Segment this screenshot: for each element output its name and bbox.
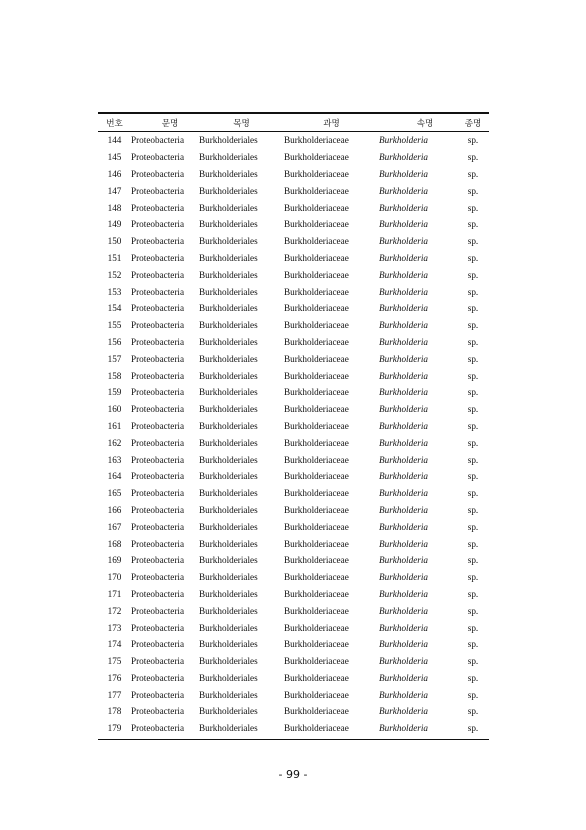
table-header-row xyxy=(98,114,489,131)
cell-phylum: Proteobacteria xyxy=(131,152,185,163)
cell-phylum: Proteobacteria xyxy=(131,219,185,230)
cell-order: Burkholderiales xyxy=(199,202,258,213)
cell-family: Burkholderiaceae xyxy=(284,504,349,515)
cell-order: Burkholderiales xyxy=(199,370,258,381)
cell-number: 169 xyxy=(107,555,122,566)
cell-family: Burkholderiaceae xyxy=(284,202,349,213)
table-row xyxy=(98,451,489,468)
cell-genus: Burkholderia xyxy=(379,269,428,280)
table-row xyxy=(98,384,489,401)
cell-order: Burkholderiales xyxy=(199,353,258,364)
table-row xyxy=(98,300,489,317)
cell-genus: Burkholderia xyxy=(379,656,428,667)
cell-family: Burkholderiaceae xyxy=(284,689,349,700)
cell-order: Burkholderiales xyxy=(199,588,258,599)
cell-family: Burkholderiaceae xyxy=(284,336,349,347)
table-row xyxy=(98,334,489,351)
cell-genus: Burkholderia xyxy=(379,723,428,734)
cell-genus: Burkholderia xyxy=(379,286,428,297)
cell-genus: Burkholderia xyxy=(379,672,428,683)
cell-number: 177 xyxy=(107,689,122,700)
cell-number: 163 xyxy=(107,454,122,465)
cell-order: Burkholderiales xyxy=(199,454,258,465)
cell-genus: Burkholderia xyxy=(379,404,428,415)
header-number: 번호 xyxy=(106,118,123,129)
cell-number: 152 xyxy=(107,269,122,280)
cell-number: 153 xyxy=(107,286,122,297)
cell-genus: Burkholderia xyxy=(379,437,428,448)
cell-number: 154 xyxy=(107,303,122,314)
cell-genus: Burkholderia xyxy=(379,252,428,263)
cell-order: Burkholderiales xyxy=(199,185,258,196)
cell-species: sp. xyxy=(467,404,479,415)
cell-genus: Burkholderia xyxy=(379,555,428,566)
table-row xyxy=(98,586,489,603)
cell-order: Burkholderiales xyxy=(199,303,258,314)
table-bottom-rule xyxy=(98,739,489,740)
cell-phylum: Proteobacteria xyxy=(131,672,185,683)
cell-order: Burkholderiales xyxy=(199,236,258,247)
cell-order: Burkholderiales xyxy=(199,504,258,515)
cell-family: Burkholderiaceae xyxy=(284,286,349,297)
cell-number: 151 xyxy=(107,252,122,263)
cell-order: Burkholderiales xyxy=(199,168,258,179)
cell-family: Burkholderiaceae xyxy=(284,723,349,734)
cell-species: sp. xyxy=(467,672,479,683)
cell-phylum: Proteobacteria xyxy=(131,572,185,583)
cell-genus: Burkholderia xyxy=(379,387,428,398)
cell-genus: Burkholderia xyxy=(379,219,428,230)
table-row xyxy=(98,401,489,418)
cell-order: Burkholderiales xyxy=(199,420,258,431)
cell-family: Burkholderiaceae xyxy=(284,168,349,179)
cell-phylum: Proteobacteria xyxy=(131,303,185,314)
table-row xyxy=(98,266,489,283)
cell-order: Burkholderiales xyxy=(199,269,258,280)
cell-family: Burkholderiaceae xyxy=(284,605,349,616)
cell-number: 167 xyxy=(107,521,122,532)
table-row xyxy=(98,653,489,670)
cell-species: sp. xyxy=(467,269,479,280)
cell-genus: Burkholderia xyxy=(379,706,428,717)
cell-species: sp. xyxy=(467,152,479,163)
cell-order: Burkholderiales xyxy=(199,538,258,549)
cell-phylum: Proteobacteria xyxy=(131,168,185,179)
cell-order: Burkholderiales xyxy=(199,605,258,616)
cell-species: sp. xyxy=(467,336,479,347)
table-row xyxy=(98,468,489,485)
cell-genus: Burkholderia xyxy=(379,454,428,465)
cell-genus: Burkholderia xyxy=(379,202,428,213)
table-row xyxy=(98,670,489,687)
table-row xyxy=(98,720,489,737)
cell-species: sp. xyxy=(467,387,479,398)
cell-order: Burkholderiales xyxy=(199,404,258,415)
header-order: 목명 xyxy=(233,118,250,129)
cell-family: Burkholderiaceae xyxy=(284,706,349,717)
cell-genus: Burkholderia xyxy=(379,236,428,247)
cell-number: 150 xyxy=(107,236,122,247)
table-row xyxy=(98,216,489,233)
table-row xyxy=(98,686,489,703)
cell-species: sp. xyxy=(467,555,479,566)
table-row xyxy=(98,518,489,535)
cell-family: Burkholderiaceae xyxy=(284,236,349,247)
cell-genus: Burkholderia xyxy=(379,168,428,179)
cell-species: sp. xyxy=(467,454,479,465)
cell-genus: Burkholderia xyxy=(379,639,428,650)
cell-order: Burkholderiales xyxy=(199,488,258,499)
table-row xyxy=(98,502,489,519)
cell-family: Burkholderiaceae xyxy=(284,454,349,465)
header-species: 종명 xyxy=(464,118,482,129)
cell-genus: Burkholderia xyxy=(379,605,428,616)
cell-species: sp. xyxy=(467,286,479,297)
cell-order: Burkholderiales xyxy=(199,286,258,297)
table-row xyxy=(98,485,489,502)
cell-number: 156 xyxy=(107,336,122,347)
cell-number: 165 xyxy=(107,488,122,499)
cell-phylum: Proteobacteria xyxy=(131,185,185,196)
cell-species: sp. xyxy=(467,370,479,381)
cell-number: 173 xyxy=(107,622,122,633)
cell-order: Burkholderiales xyxy=(199,689,258,700)
cell-number: 146 xyxy=(107,168,122,179)
cell-order: Burkholderiales xyxy=(199,572,258,583)
cell-species: sp. xyxy=(467,320,479,331)
cell-number: 160 xyxy=(107,404,122,415)
taxonomy-table xyxy=(98,112,489,740)
cell-phylum: Proteobacteria xyxy=(131,538,185,549)
cell-number: 175 xyxy=(107,656,122,667)
cell-genus: Burkholderia xyxy=(379,152,428,163)
cell-phylum: Proteobacteria xyxy=(131,387,185,398)
cell-species: sp. xyxy=(467,639,479,650)
cell-order: Burkholderiales xyxy=(199,437,258,448)
cell-phylum: Proteobacteria xyxy=(131,555,185,566)
cell-phylum: Proteobacteria xyxy=(131,723,185,734)
cell-genus: Burkholderia xyxy=(379,538,428,549)
table-row xyxy=(98,233,489,250)
cell-phylum: Proteobacteria xyxy=(131,286,185,297)
cell-phylum: Proteobacteria xyxy=(131,471,185,482)
cell-species: sp. xyxy=(467,588,479,599)
cell-order: Burkholderiales xyxy=(199,471,258,482)
cell-genus: Burkholderia xyxy=(379,471,428,482)
cell-species: sp. xyxy=(467,706,479,717)
cell-species: sp. xyxy=(467,202,479,213)
cell-number: 166 xyxy=(107,504,122,515)
cell-species: sp. xyxy=(467,521,479,532)
cell-family: Burkholderiaceae xyxy=(284,521,349,532)
cell-order: Burkholderiales xyxy=(199,639,258,650)
cell-phylum: Proteobacteria xyxy=(131,404,185,415)
cell-number: 144 xyxy=(107,135,122,146)
cell-phylum: Proteobacteria xyxy=(131,454,185,465)
cell-number: 145 xyxy=(107,152,122,163)
cell-phylum: Proteobacteria xyxy=(131,420,185,431)
cell-number: 148 xyxy=(107,202,122,213)
table-row xyxy=(98,199,489,216)
cell-genus: Burkholderia xyxy=(379,622,428,633)
cell-number: 149 xyxy=(107,219,122,230)
cell-phylum: Proteobacteria xyxy=(131,656,185,667)
cell-family: Burkholderiaceae xyxy=(284,622,349,633)
cell-phylum: Proteobacteria xyxy=(131,252,185,263)
cell-family: Burkholderiaceae xyxy=(284,404,349,415)
cell-species: sp. xyxy=(467,219,479,230)
table-row xyxy=(98,569,489,586)
cell-family: Burkholderiaceae xyxy=(284,387,349,398)
cell-genus: Burkholderia xyxy=(379,336,428,347)
cell-number: 174 xyxy=(107,639,122,650)
cell-species: sp. xyxy=(467,420,479,431)
cell-family: Burkholderiaceae xyxy=(284,588,349,599)
cell-order: Burkholderiales xyxy=(199,219,258,230)
table-row xyxy=(98,434,489,451)
cell-family: Burkholderiaceae xyxy=(284,353,349,364)
cell-phylum: Proteobacteria xyxy=(131,706,185,717)
cell-species: sp. xyxy=(467,656,479,667)
cell-phylum: Proteobacteria xyxy=(131,236,185,247)
cell-order: Burkholderiales xyxy=(199,320,258,331)
cell-genus: Burkholderia xyxy=(379,303,428,314)
cell-family: Burkholderiaceae xyxy=(284,672,349,683)
cell-species: sp. xyxy=(467,471,479,482)
table-body xyxy=(98,132,489,737)
cell-order: Burkholderiales xyxy=(199,336,258,347)
table-row xyxy=(98,317,489,334)
cell-phylum: Proteobacteria xyxy=(131,504,185,515)
cell-genus: Burkholderia xyxy=(379,572,428,583)
cell-family: Burkholderiaceae xyxy=(284,152,349,163)
cell-family: Burkholderiaceae xyxy=(284,656,349,667)
cell-family: Burkholderiaceae xyxy=(284,252,349,263)
cell-species: sp. xyxy=(467,538,479,549)
cell-family: Burkholderiaceae xyxy=(284,538,349,549)
cell-number: 158 xyxy=(107,370,122,381)
cell-phylum: Proteobacteria xyxy=(131,135,185,146)
cell-species: sp. xyxy=(467,723,479,734)
cell-family: Burkholderiaceae xyxy=(284,437,349,448)
cell-species: sp. xyxy=(467,437,479,448)
table-row xyxy=(98,182,489,199)
cell-genus: Burkholderia xyxy=(379,588,428,599)
cell-family: Burkholderiaceae xyxy=(284,135,349,146)
cell-species: sp. xyxy=(467,185,479,196)
cell-number: 159 xyxy=(107,387,122,398)
cell-phylum: Proteobacteria xyxy=(131,588,185,599)
cell-genus: Burkholderia xyxy=(379,689,428,700)
cell-order: Burkholderiales xyxy=(199,706,258,717)
cell-phylum: Proteobacteria xyxy=(131,639,185,650)
cell-family: Burkholderiaceae xyxy=(284,269,349,280)
cell-family: Burkholderiaceae xyxy=(284,370,349,381)
cell-number: 164 xyxy=(107,471,122,482)
table-row xyxy=(98,552,489,569)
header-phylum: 문명 xyxy=(161,118,179,129)
cell-family: Burkholderiaceae xyxy=(284,639,349,650)
cell-phylum: Proteobacteria xyxy=(131,689,185,700)
cell-family: Burkholderiaceae xyxy=(284,219,349,230)
cell-number: 161 xyxy=(107,420,122,431)
cell-genus: Burkholderia xyxy=(379,521,428,532)
cell-order: Burkholderiales xyxy=(199,152,258,163)
table-row xyxy=(98,703,489,720)
cell-phylum: Proteobacteria xyxy=(131,336,185,347)
cell-phylum: Proteobacteria xyxy=(131,370,185,381)
cell-order: Burkholderiales xyxy=(199,656,258,667)
table-row xyxy=(98,619,489,636)
table-row xyxy=(98,283,489,300)
table-row xyxy=(98,166,489,183)
cell-family: Burkholderiaceae xyxy=(284,320,349,331)
cell-number: 162 xyxy=(107,437,122,448)
cell-genus: Burkholderia xyxy=(379,320,428,331)
table-row xyxy=(98,250,489,267)
cell-species: sp. xyxy=(467,303,479,314)
cell-order: Burkholderiales xyxy=(199,521,258,532)
cell-species: sp. xyxy=(467,168,479,179)
cell-number: 178 xyxy=(107,706,122,717)
cell-species: sp. xyxy=(467,135,479,146)
cell-species: sp. xyxy=(467,236,479,247)
cell-genus: Burkholderia xyxy=(379,504,428,515)
cell-phylum: Proteobacteria xyxy=(131,437,185,448)
cell-order: Burkholderiales xyxy=(199,252,258,263)
cell-phylum: Proteobacteria xyxy=(131,605,185,616)
table-row xyxy=(98,367,489,384)
cell-species: sp. xyxy=(467,605,479,616)
cell-order: Burkholderiales xyxy=(199,672,258,683)
cell-family: Burkholderiaceae xyxy=(284,572,349,583)
cell-family: Burkholderiaceae xyxy=(284,488,349,499)
cell-phylum: Proteobacteria xyxy=(131,269,185,280)
cell-order: Burkholderiales xyxy=(199,622,258,633)
cell-phylum: Proteobacteria xyxy=(131,488,185,499)
cell-number: 168 xyxy=(107,538,122,549)
cell-order: Burkholderiales xyxy=(199,387,258,398)
cell-number: 157 xyxy=(107,353,122,364)
table-row xyxy=(98,350,489,367)
cell-phylum: Proteobacteria xyxy=(131,521,185,532)
table-row xyxy=(98,602,489,619)
cell-number: 155 xyxy=(107,320,122,331)
header-genus: 속명 xyxy=(416,118,434,129)
page-number: - 99 - xyxy=(278,768,308,781)
table-row xyxy=(98,636,489,653)
cell-order: Burkholderiales xyxy=(199,555,258,566)
cell-phylum: Proteobacteria xyxy=(131,202,185,213)
cell-number: 147 xyxy=(107,185,122,196)
cell-order: Burkholderiales xyxy=(199,723,258,734)
cell-genus: Burkholderia xyxy=(379,370,428,381)
cell-phylum: Proteobacteria xyxy=(131,622,185,633)
table-row xyxy=(98,418,489,435)
cell-number: 172 xyxy=(107,605,122,616)
cell-genus: Burkholderia xyxy=(379,353,428,364)
table-row xyxy=(98,149,489,166)
cell-genus: Burkholderia xyxy=(379,185,428,196)
header-family: 과명 xyxy=(323,118,340,129)
table-row xyxy=(98,535,489,552)
cell-family: Burkholderiaceae xyxy=(284,185,349,196)
cell-species: sp. xyxy=(467,504,479,515)
cell-phylum: Proteobacteria xyxy=(131,320,185,331)
cell-family: Burkholderiaceae xyxy=(284,420,349,431)
cell-species: sp. xyxy=(467,622,479,633)
cell-number: 171 xyxy=(107,588,122,599)
cell-species: sp. xyxy=(467,572,479,583)
cell-genus: Burkholderia xyxy=(379,420,428,431)
cell-phylum: Proteobacteria xyxy=(131,353,185,364)
cell-order: Burkholderiales xyxy=(199,135,258,146)
cell-genus: Burkholderia xyxy=(379,135,428,146)
cell-species: sp. xyxy=(467,488,479,499)
cell-species: sp. xyxy=(467,353,479,364)
table-row xyxy=(98,132,489,149)
cell-number: 179 xyxy=(107,723,122,734)
cell-species: sp. xyxy=(467,252,479,263)
cell-number: 176 xyxy=(107,672,122,683)
cell-genus: Burkholderia xyxy=(379,488,428,499)
cell-family: Burkholderiaceae xyxy=(284,471,349,482)
cell-species: sp. xyxy=(467,689,479,700)
cell-number: 170 xyxy=(107,572,122,583)
cell-family: Burkholderiaceae xyxy=(284,303,349,314)
cell-family: Burkholderiaceae xyxy=(284,555,349,566)
